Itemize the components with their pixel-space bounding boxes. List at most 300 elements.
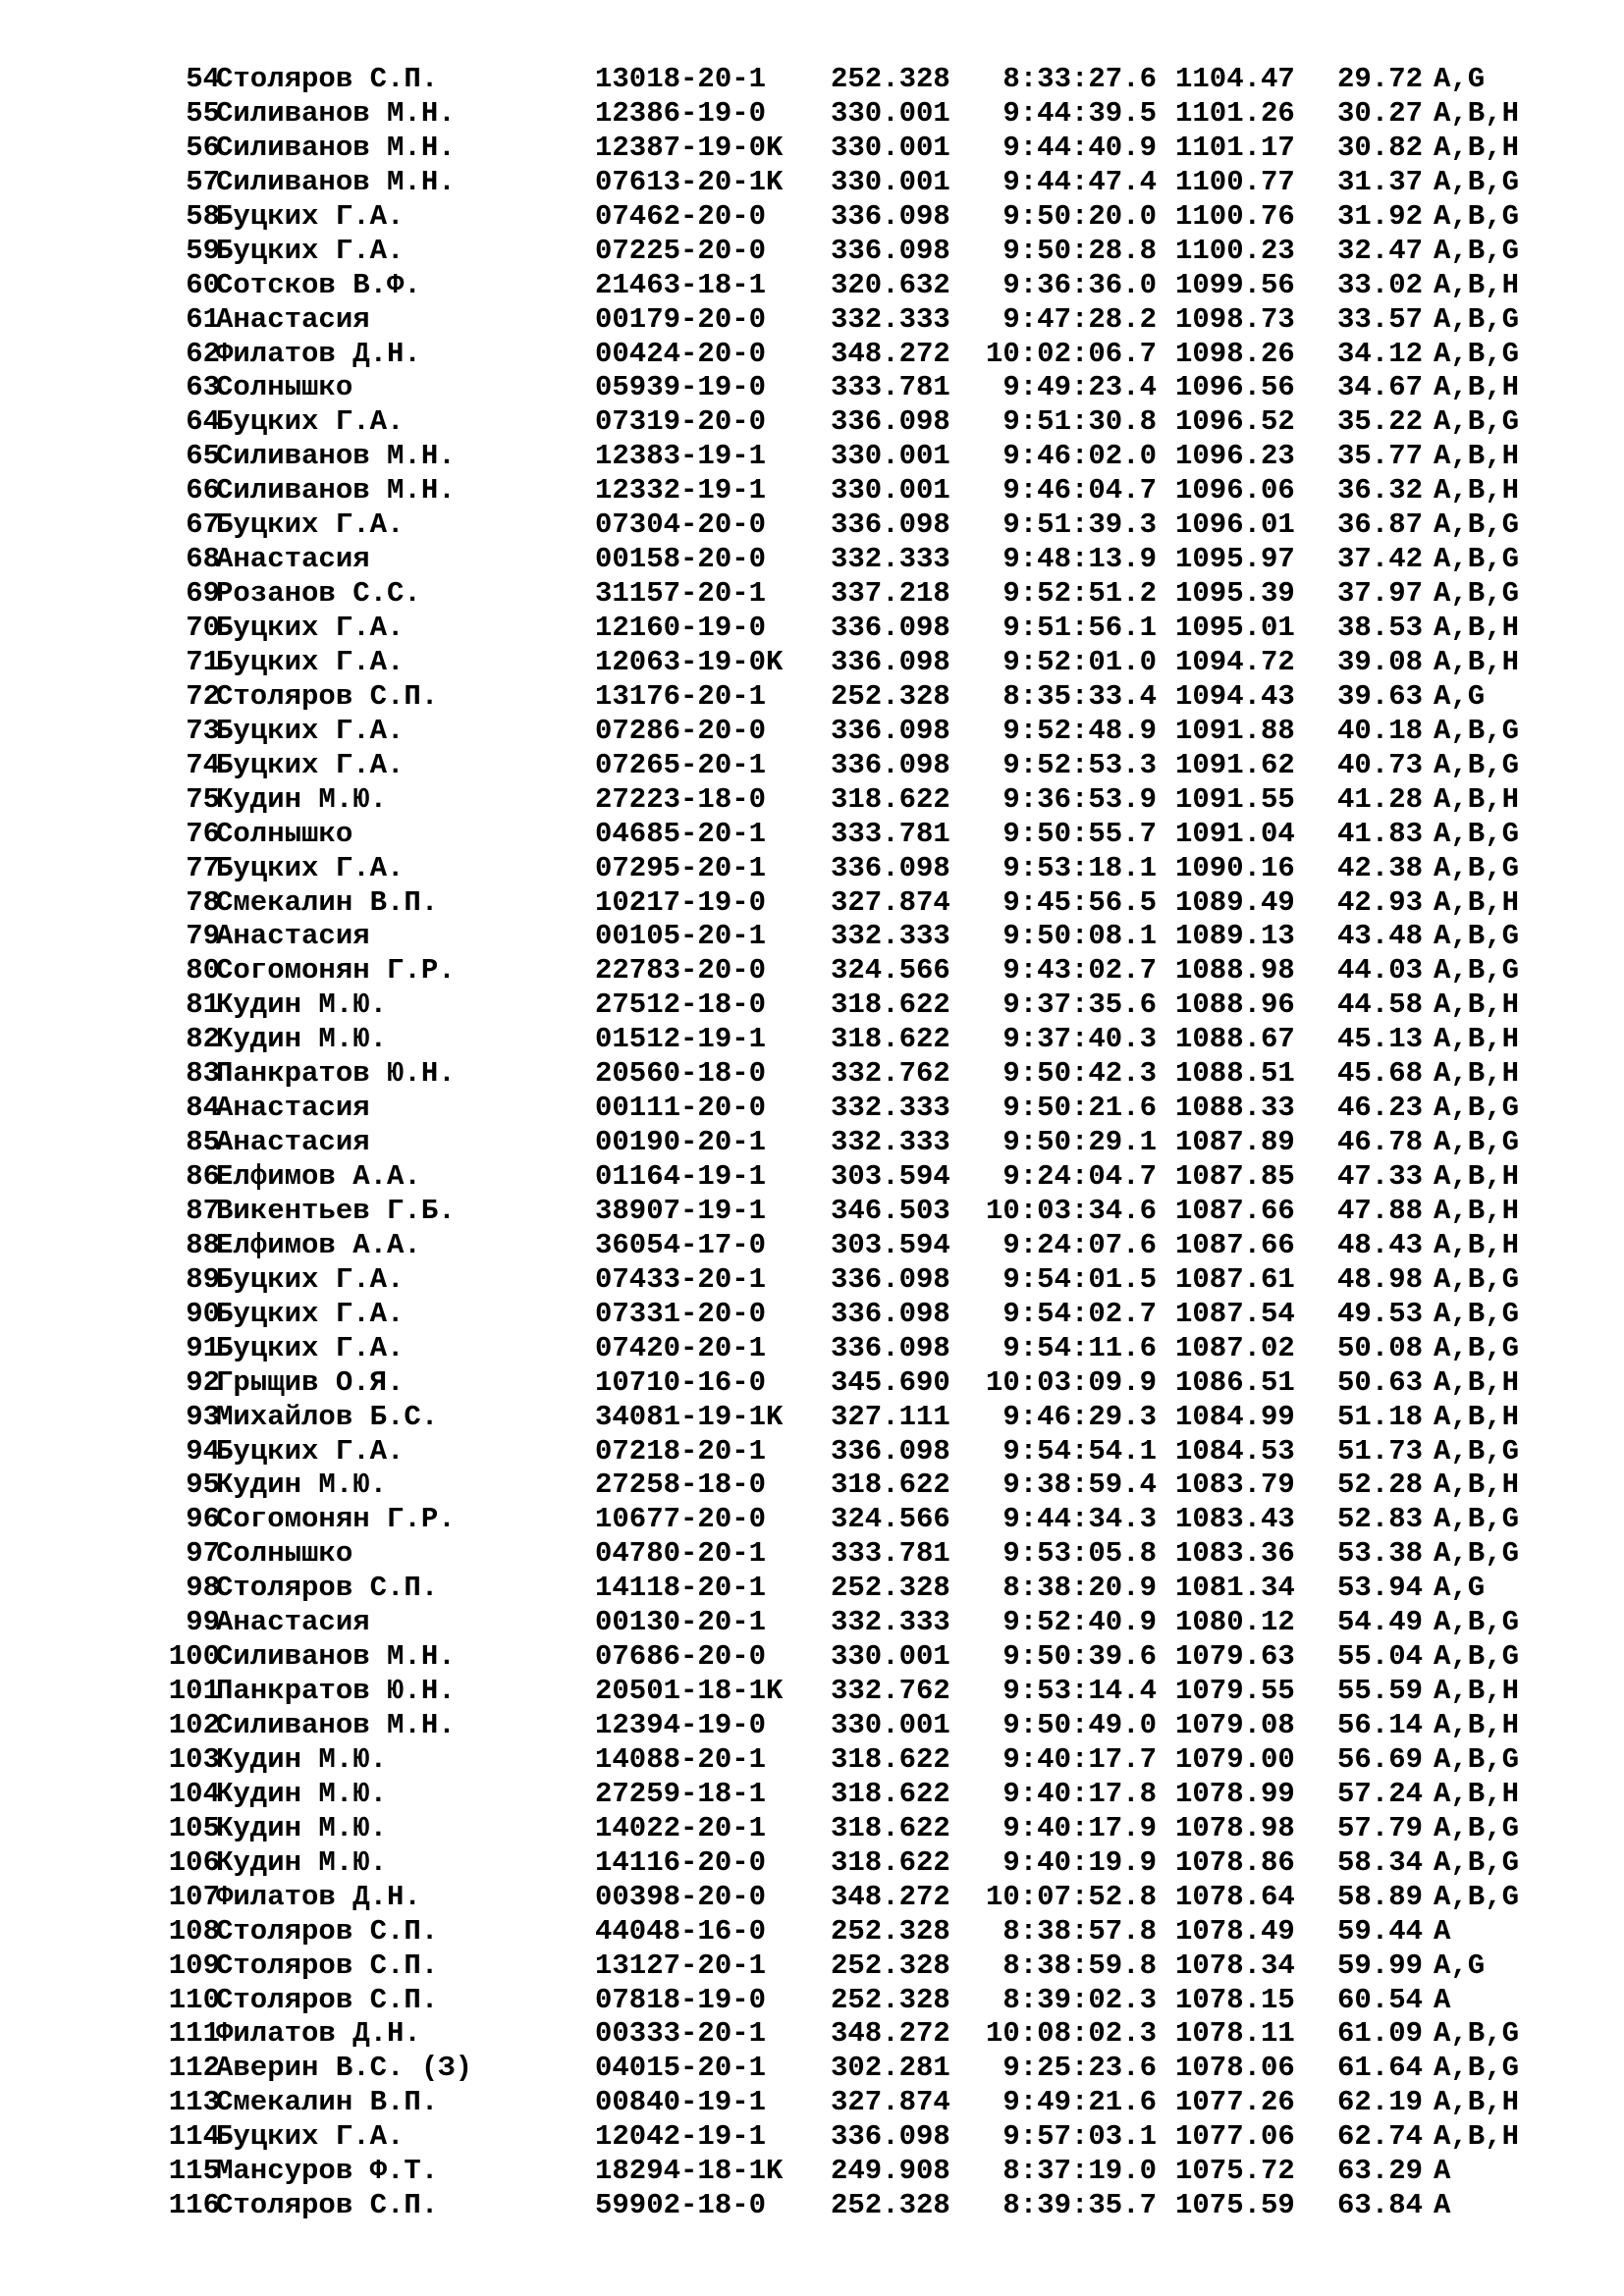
- ring-number: 00840-19-1: [595, 2086, 767, 2119]
- distance: 336.098: [831, 645, 950, 678]
- categories: A,B,H: [1434, 1675, 1520, 1708]
- ring-number: 07225-20-0: [595, 234, 767, 267]
- place-number: 54: [186, 63, 220, 95]
- place-number: 85: [186, 1126, 220, 1159]
- arrival-time: 9:25:23.6: [1002, 2052, 1157, 2085]
- speed: 1087.02: [1175, 1331, 1295, 1364]
- ring-number: 14088-20-1: [595, 1742, 767, 1776]
- place-number: 98: [186, 1572, 220, 1605]
- arrival-time: 9:44:34.3: [1002, 1503, 1157, 1536]
- place-number: 60: [186, 268, 220, 301]
- table-row: [0, 405, 1624, 440]
- speed: 1087.61: [1175, 1262, 1295, 1296]
- ring-number: 04685-20-1: [595, 817, 767, 850]
- distance: 318.622: [831, 1811, 950, 1844]
- arrival-time: 9:54:01.5: [1002, 1262, 1157, 1296]
- distance: 330.001: [831, 131, 950, 164]
- speed: 1075.72: [1175, 2155, 1295, 2188]
- fancier-name: Анастасия: [216, 302, 370, 336]
- fancier-name: Согомонян Г.Р.: [216, 954, 456, 988]
- categories: A,B,H: [1434, 1400, 1520, 1433]
- arrival-time: 9:51:39.3: [1002, 508, 1157, 542]
- fancier-name: Столяров С.П.: [216, 679, 439, 713]
- distance: 336.098: [831, 851, 950, 884]
- arrival-time: 9:52:53.3: [1002, 748, 1157, 781]
- table-row: [0, 1126, 1624, 1160]
- coefficient: 33.57: [1337, 302, 1424, 336]
- fancier-name: Панкратов Ю.Н.: [216, 1675, 456, 1708]
- coefficient: 47.88: [1337, 1194, 1424, 1227]
- distance: 318.622: [831, 1742, 950, 1776]
- distance: 318.622: [831, 1845, 950, 1879]
- speed: 1078.49: [1175, 1914, 1295, 1948]
- ring-number: 14118-20-1: [595, 1572, 767, 1605]
- place-number: 91: [186, 1331, 220, 1364]
- arrival-time: 9:52:51.2: [1002, 577, 1157, 611]
- distance: 332.333: [831, 1092, 950, 1125]
- arrival-time: 9:37:35.6: [1002, 988, 1157, 1022]
- fancier-name: Кудин М.Ю.: [216, 988, 388, 1022]
- distance: 332.762: [831, 1675, 950, 1708]
- fancier-name: Смекалин В.П.: [216, 2086, 439, 2119]
- fancier-name: Силиванов М.Н.: [216, 1640, 456, 1674]
- speed: 1099.56: [1175, 268, 1295, 301]
- place-number: 115: [168, 2155, 220, 2188]
- coefficient: 48.98: [1337, 1262, 1424, 1296]
- coefficient: 35.77: [1337, 440, 1424, 473]
- categories: A,B,G: [1434, 851, 1520, 884]
- categories: A,B,G: [1434, 954, 1520, 988]
- distance: 324.566: [831, 1503, 950, 1536]
- table-row: [0, 132, 1624, 166]
- distance: 330.001: [831, 165, 950, 198]
- distance: 332.333: [831, 920, 950, 953]
- fancier-name: Буцких Г.А.: [216, 714, 405, 747]
- speed: 1088.33: [1175, 1092, 1295, 1125]
- coefficient: 34.12: [1337, 337, 1424, 370]
- fancier-name: Столяров С.П.: [216, 1949, 439, 1982]
- speed: 1077.06: [1175, 2120, 1295, 2154]
- categories: A: [1434, 1914, 1451, 1948]
- speed: 1096.56: [1175, 371, 1295, 404]
- speed: 1078.34: [1175, 1949, 1295, 1982]
- fancier-name: Анастасия: [216, 1606, 370, 1639]
- ring-number: 13018-20-1: [595, 63, 767, 95]
- table-row: [0, 1057, 1624, 1092]
- arrival-time: 9:46:29.3: [1002, 1400, 1157, 1433]
- distance: 318.622: [831, 1468, 950, 1502]
- table-row: [0, 97, 1624, 132]
- categories: A,B,H: [1434, 1777, 1520, 1810]
- place-number: 65: [186, 440, 220, 473]
- categories: A,B,H: [1434, 645, 1520, 678]
- fancier-name: Силиванов М.Н.: [216, 440, 456, 473]
- table-row: [0, 2189, 1624, 2223]
- coefficient: 53.38: [1337, 1537, 1424, 1571]
- place-number: 96: [186, 1503, 220, 1536]
- speed: 1098.73: [1175, 302, 1295, 336]
- place-number: 57: [186, 165, 220, 198]
- fancier-name: Елфимов А.А.: [216, 1160, 421, 1193]
- coefficient: 63.84: [1337, 2189, 1424, 2222]
- ring-number: 04015-20-1: [595, 2052, 767, 2085]
- categories: A,B,G: [1434, 1811, 1520, 1844]
- speed: 1088.51: [1175, 1057, 1295, 1091]
- speed: 1079.00: [1175, 1742, 1295, 1776]
- ring-number: 10677-20-0: [595, 1503, 767, 1536]
- speed: 1094.43: [1175, 679, 1295, 713]
- place-number: 106: [168, 1845, 220, 1879]
- distance: 336.098: [831, 1434, 950, 1468]
- speed: 1079.08: [1175, 1709, 1295, 1741]
- place-number: 89: [186, 1262, 220, 1296]
- coefficient: 63.29: [1337, 2155, 1424, 2188]
- place-number: 70: [186, 612, 220, 644]
- speed: 1081.34: [1175, 1572, 1295, 1605]
- table-row: [0, 1778, 1624, 1812]
- fancier-name: Смекалин В.П.: [216, 885, 439, 919]
- fancier-name: Буцких Г.А.: [216, 234, 405, 267]
- arrival-time: 8:39:35.7: [1002, 2189, 1157, 2222]
- coefficient: 51.73: [1337, 1434, 1424, 1468]
- place-number: 76: [186, 817, 220, 850]
- fancier-name: Солнышко: [216, 1537, 353, 1571]
- table-row: [0, 1332, 1624, 1366]
- arrival-time: 9:50:28.8: [1002, 234, 1157, 267]
- arrival-time: 8:38:20.9: [1002, 1572, 1157, 1605]
- distance: 327.874: [831, 885, 950, 919]
- arrival-time: 9:54:02.7: [1002, 1297, 1157, 1330]
- categories: A,B,G: [1434, 1331, 1520, 1364]
- place-number: 94: [186, 1434, 220, 1468]
- fancier-name: Мансуров Ф.Т.: [216, 2155, 439, 2188]
- categories: A,B,G: [1434, 234, 1520, 267]
- coefficient: 32.47: [1337, 234, 1424, 267]
- coefficient: 61.64: [1337, 2052, 1424, 2085]
- categories: A,B,G: [1434, 1297, 1520, 1330]
- ring-number: 38907-19-1: [595, 1194, 767, 1227]
- coefficient: 46.23: [1337, 1092, 1424, 1125]
- coefficient: 55.59: [1337, 1675, 1424, 1708]
- place-number: 103: [168, 1742, 220, 1776]
- fancier-name: Силиванов М.Н.: [216, 96, 456, 130]
- arrival-time: 8:35:33.4: [1002, 679, 1157, 713]
- arrival-time: 9:50:42.3: [1002, 1057, 1157, 1091]
- table-row: [0, 1229, 1624, 1263]
- fancier-name: Анастасия: [216, 920, 370, 953]
- speed: 1089.49: [1175, 885, 1295, 919]
- speed: 1087.66: [1175, 1194, 1295, 1227]
- categories: A,G: [1434, 63, 1486, 95]
- categories: A,B,G: [1434, 748, 1520, 781]
- table-row: [0, 954, 1624, 988]
- fancier-name: Грыщив О.Я.: [216, 1365, 405, 1399]
- table-row: [0, 1846, 1624, 1881]
- arrival-time: 9:48:13.9: [1002, 543, 1157, 576]
- fancier-name: Столяров С.П.: [216, 1914, 439, 1948]
- categories: A,B,H: [1434, 1160, 1520, 1193]
- coefficient: 50.63: [1337, 1365, 1424, 1399]
- distance: 336.098: [831, 714, 950, 747]
- ring-number: 20501-18-1K: [595, 1675, 784, 1708]
- fancier-name: Столяров С.П.: [216, 2189, 439, 2222]
- fancier-name: Елфимов А.А.: [216, 1228, 421, 1261]
- categories: A,B,G: [1434, 714, 1520, 747]
- place-number: 82: [186, 1023, 220, 1056]
- ring-number: 12042-19-1: [595, 2120, 767, 2154]
- distance: 336.098: [831, 1331, 950, 1364]
- coefficient: 57.79: [1337, 1811, 1424, 1844]
- table-row: [0, 1401, 1624, 1435]
- categories: A,B,H: [1434, 885, 1520, 919]
- distance: 332.762: [831, 1057, 950, 1091]
- arrival-time: 9:52:40.9: [1002, 1606, 1157, 1639]
- table-row: [0, 1915, 1624, 1949]
- place-number: 77: [186, 851, 220, 884]
- arrival-time: 9:40:17.8: [1002, 1777, 1157, 1810]
- coefficient: 30.82: [1337, 131, 1424, 164]
- distance: 252.328: [831, 679, 950, 713]
- arrival-time: 9:50:49.0: [1002, 1709, 1157, 1741]
- distance: 327.111: [831, 1400, 950, 1433]
- ring-number: 04780-20-1: [595, 1537, 767, 1571]
- table-row: [0, 1435, 1624, 1469]
- coefficient: 29.72: [1337, 63, 1424, 95]
- fancier-name: Буцких Г.А.: [216, 1331, 405, 1364]
- table-row: [0, 1298, 1624, 1332]
- ring-number: 07319-20-0: [595, 405, 767, 439]
- table-row: [0, 166, 1624, 200]
- coefficient: 35.22: [1337, 405, 1424, 439]
- fancier-name: Михайлов Б.С.: [216, 1400, 439, 1433]
- categories: A,B,H: [1434, 474, 1520, 507]
- table-row: [0, 371, 1624, 405]
- categories: A,B,G: [1434, 199, 1520, 233]
- speed: 1080.12: [1175, 1606, 1295, 1639]
- coefficient: 46.78: [1337, 1126, 1424, 1159]
- arrival-time: 8:38:57.8: [1002, 1914, 1157, 1948]
- speed: 1090.16: [1175, 851, 1295, 884]
- fancier-name: Филатов Д.Н.: [216, 1880, 421, 1913]
- categories: A,B,H: [1434, 2086, 1520, 2119]
- distance: 336.098: [831, 199, 950, 233]
- categories: A,G: [1434, 1949, 1486, 1982]
- coefficient: 53.94: [1337, 1572, 1424, 1605]
- fancier-name: Анастасия: [216, 1126, 370, 1159]
- table-row: [0, 2155, 1624, 2189]
- place-number: 73: [186, 714, 220, 747]
- table-row: [0, 1263, 1624, 1298]
- distance: 330.001: [831, 1640, 950, 1674]
- arrival-time: 10:03:34.6: [985, 1194, 1157, 1227]
- fancier-name: Столяров С.П.: [216, 63, 439, 95]
- distance: 318.622: [831, 1777, 950, 1810]
- place-number: 105: [168, 1811, 220, 1844]
- coefficient: 38.53: [1337, 612, 1424, 644]
- categories: A,B,G: [1434, 1503, 1520, 1536]
- speed: 1089.13: [1175, 920, 1295, 953]
- coefficient: 56.14: [1337, 1709, 1424, 1741]
- place-number: 78: [186, 885, 220, 919]
- coefficient: 43.48: [1337, 920, 1424, 953]
- speed: 1091.55: [1175, 782, 1295, 816]
- fancier-name: Аверин В.С. (З): [216, 2052, 473, 2085]
- fancier-name: Анастасия: [216, 1092, 370, 1125]
- place-number: 110: [168, 1983, 220, 2016]
- coefficient: 52.83: [1337, 1503, 1424, 1536]
- fancier-name: Кудин М.Ю.: [216, 1811, 388, 1844]
- coefficient: 42.38: [1337, 851, 1424, 884]
- coefficient: 45.13: [1337, 1023, 1424, 1056]
- ring-number: 10217-19-0: [595, 885, 767, 919]
- categories: A,B,H: [1434, 1709, 1520, 1741]
- speed: 1086.51: [1175, 1365, 1295, 1399]
- table-row: [0, 1366, 1624, 1401]
- coefficient: 40.73: [1337, 748, 1424, 781]
- place-number: 64: [186, 405, 220, 439]
- arrival-time: 10:07:52.8: [985, 1880, 1157, 1913]
- ring-number: 12394-19-0: [595, 1709, 767, 1741]
- categories: A,B,H: [1434, 1057, 1520, 1091]
- coefficient: 41.83: [1337, 817, 1424, 850]
- place-number: 75: [186, 782, 220, 816]
- place-number: 69: [186, 577, 220, 611]
- speed: 1087.89: [1175, 1126, 1295, 1159]
- fancier-name: Розанов С.С.: [216, 577, 421, 611]
- ring-number: 00158-20-0: [595, 543, 767, 576]
- distance: 320.632: [831, 268, 950, 301]
- table-row: [0, 680, 1624, 715]
- ring-number: 12063-19-0K: [595, 645, 784, 678]
- table-row: [0, 1640, 1624, 1675]
- categories: A,B,G: [1434, 817, 1520, 850]
- fancier-name: Солнышко: [216, 817, 353, 850]
- table-row: [0, 577, 1624, 612]
- distance: 332.333: [831, 302, 950, 336]
- categories: A,B,G: [1434, 2052, 1520, 2085]
- table-row: [0, 1984, 1624, 2018]
- ring-number: 12332-19-1: [595, 474, 767, 507]
- categories: A,B,G: [1434, 1262, 1520, 1296]
- table-row: [0, 1709, 1624, 1743]
- place-number: 90: [186, 1297, 220, 1330]
- fancier-name: Буцких Г.А.: [216, 748, 405, 781]
- table-row: [0, 338, 1624, 372]
- ring-number: 01512-19-1: [595, 1023, 767, 1056]
- arrival-time: 9:51:56.1: [1002, 612, 1157, 644]
- arrival-time: 8:33:27.6: [1002, 63, 1157, 95]
- table-row: [0, 2120, 1624, 2155]
- speed: 1077.26: [1175, 2086, 1295, 2119]
- coefficient: 42.93: [1337, 885, 1424, 919]
- arrival-time: 9:50:39.6: [1002, 1640, 1157, 1674]
- place-number: 55: [186, 96, 220, 130]
- place-number: 68: [186, 543, 220, 576]
- categories: A: [1434, 1983, 1451, 2016]
- table-row: [0, 988, 1624, 1023]
- distance: 324.566: [831, 954, 950, 988]
- fancier-name: Анастасия: [216, 543, 370, 576]
- categories: A,B,G: [1434, 577, 1520, 611]
- arrival-time: 9:45:56.5: [1002, 885, 1157, 919]
- coefficient: 37.97: [1337, 577, 1424, 611]
- arrival-time: 9:43:02.7: [1002, 954, 1157, 988]
- categories: A,B,G: [1434, 1537, 1520, 1571]
- categories: A,G: [1434, 1572, 1486, 1605]
- coefficient: 48.43: [1337, 1228, 1424, 1261]
- arrival-time: 9:52:48.9: [1002, 714, 1157, 747]
- place-number: 71: [186, 645, 220, 678]
- place-number: 86: [186, 1160, 220, 1193]
- ring-number: 27512-18-0: [595, 988, 767, 1022]
- fancier-name: Буцких Г.А.: [216, 1262, 405, 1296]
- ring-number: 12387-19-0K: [595, 131, 784, 164]
- place-number: 101: [168, 1675, 220, 1708]
- distance: 252.328: [831, 1949, 950, 1982]
- arrival-time: 9:36:36.0: [1002, 268, 1157, 301]
- ring-number: 12383-19-1: [595, 440, 767, 473]
- speed: 1095.01: [1175, 612, 1295, 644]
- table-row: [0, 543, 1624, 577]
- categories: A,B,H: [1434, 988, 1520, 1022]
- ring-number: 07331-20-0: [595, 1297, 767, 1330]
- ring-number: 21463-18-1: [595, 268, 767, 301]
- arrival-time: 9:44:47.4: [1002, 165, 1157, 198]
- coefficient: 61.09: [1337, 2017, 1424, 2051]
- ring-number: 07462-20-0: [595, 199, 767, 233]
- fancier-name: Кудин М.Ю.: [216, 1468, 388, 1502]
- arrival-time: 8:37:19.0: [1002, 2155, 1157, 2188]
- fancier-name: Буцких Г.А.: [216, 405, 405, 439]
- place-number: 63: [186, 371, 220, 404]
- fancier-name: Столяров С.П.: [216, 1572, 439, 1605]
- fancier-name: Буцких Г.А.: [216, 645, 405, 678]
- place-number: 92: [186, 1365, 220, 1399]
- table-row: [0, 920, 1624, 954]
- distance: 318.622: [831, 1023, 950, 1056]
- arrival-time: 9:36:53.9: [1002, 782, 1157, 816]
- table-row: [0, 1160, 1624, 1195]
- distance: 332.333: [831, 1606, 950, 1639]
- speed: 1101.17: [1175, 131, 1295, 164]
- speed: 1088.98: [1175, 954, 1295, 988]
- fancier-name: Буцких Г.А.: [216, 612, 405, 644]
- distance: 327.874: [831, 2086, 950, 2119]
- fancier-name: Силиванов М.Н.: [216, 131, 456, 164]
- categories: A,B,G: [1434, 1845, 1520, 1879]
- speed: 1083.79: [1175, 1468, 1295, 1502]
- place-number: 79: [186, 920, 220, 953]
- speed: 1091.62: [1175, 748, 1295, 781]
- distance: 348.272: [831, 1880, 950, 1913]
- place-number: 113: [168, 2086, 220, 2119]
- speed: 1095.39: [1175, 577, 1295, 611]
- categories: A,B,H: [1434, 371, 1520, 404]
- speed: 1091.04: [1175, 817, 1295, 850]
- fancier-name: Силиванов М.Н.: [216, 1709, 456, 1741]
- place-number: 61: [186, 302, 220, 336]
- ring-number: 34081-19-1K: [595, 1400, 784, 1433]
- ring-number: 07304-20-0: [595, 508, 767, 542]
- distance: 332.333: [831, 543, 950, 576]
- ring-number: 44048-16-0: [595, 1914, 767, 1948]
- ring-number: 59902-18-0: [595, 2189, 767, 2222]
- distance: 330.001: [831, 96, 950, 130]
- speed: 1100.23: [1175, 234, 1295, 267]
- place-number: 56: [186, 131, 220, 164]
- speed: 1091.88: [1175, 714, 1295, 747]
- arrival-time: 9:49:23.4: [1002, 371, 1157, 404]
